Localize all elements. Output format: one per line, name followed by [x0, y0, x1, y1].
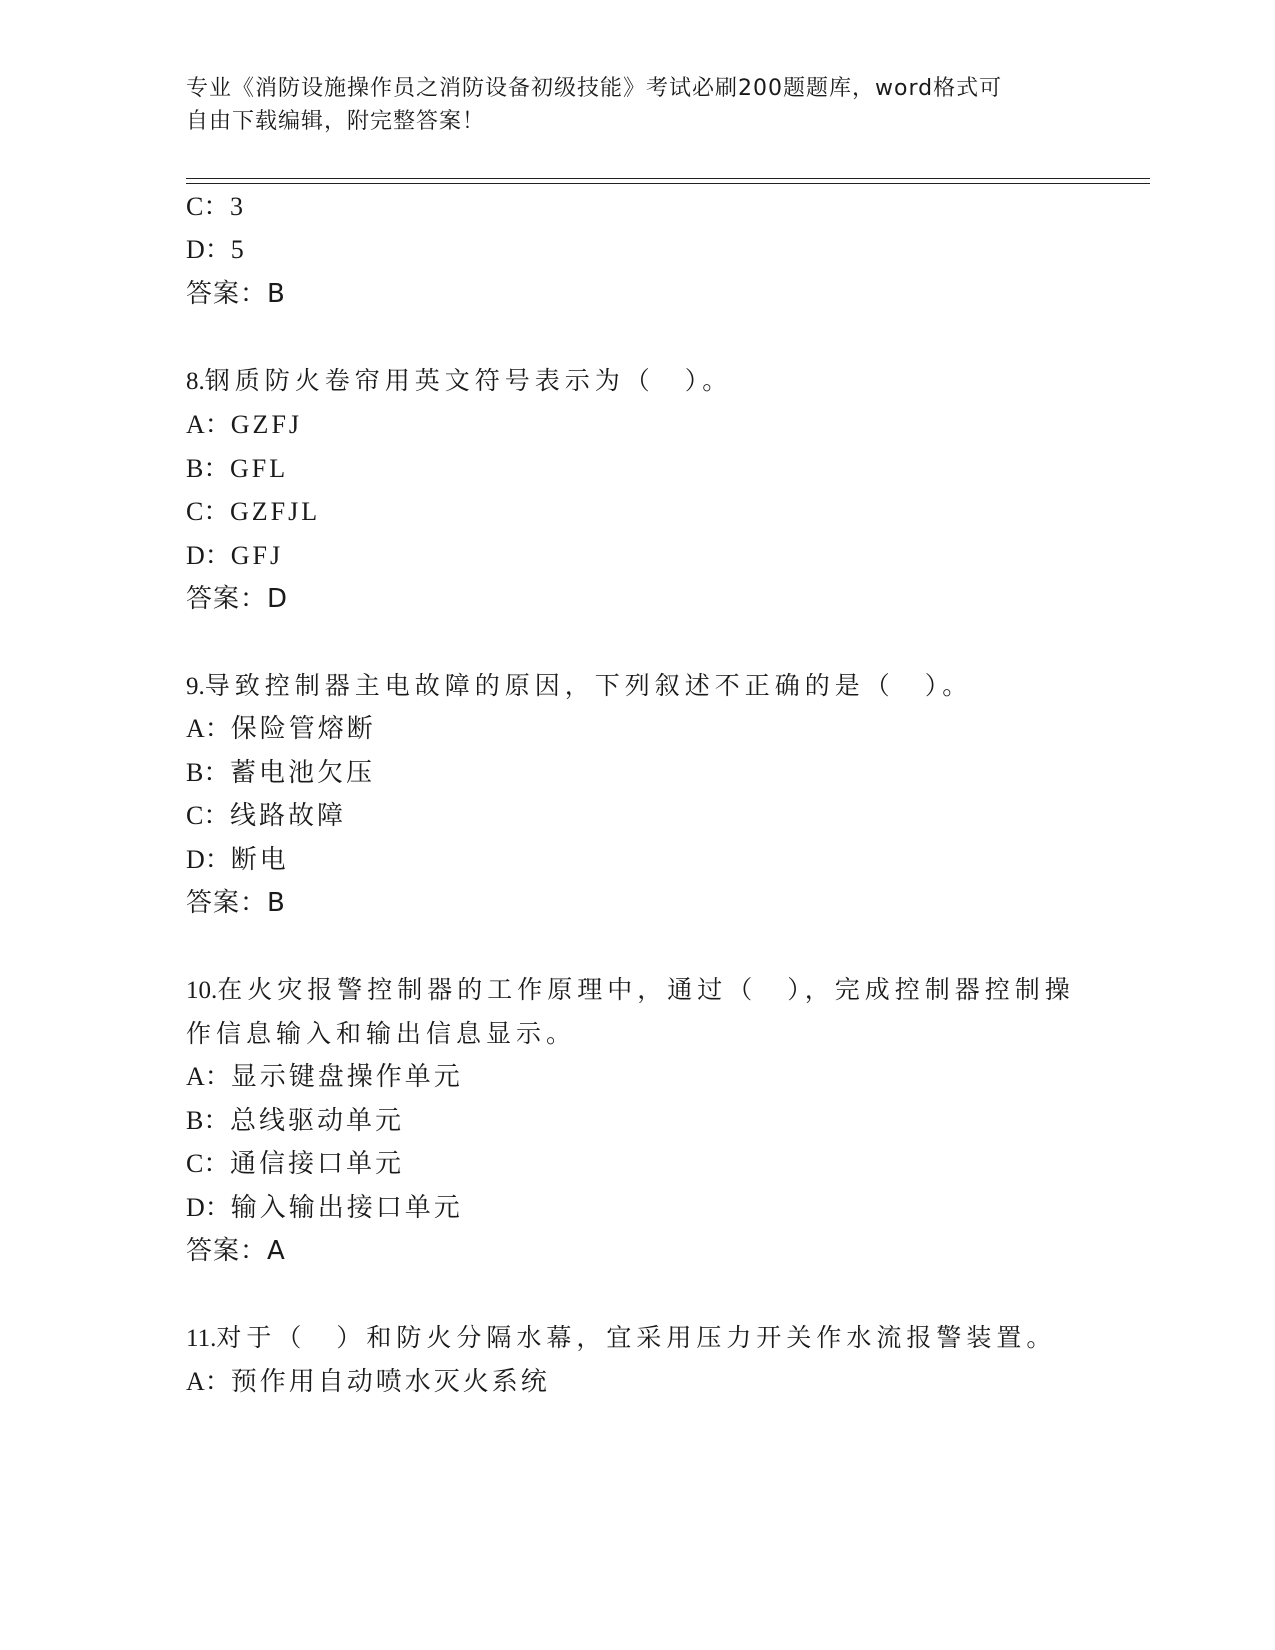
option-c — [186, 190, 246, 224]
option-text: 显示键盘操作单元 — [230, 1062, 463, 1091]
option-b — [186, 452, 288, 486]
option-key: A： — [186, 410, 231, 439]
option-text: GFJ — [230, 541, 284, 570]
option-key: D： — [186, 1193, 231, 1222]
answer-line: 答案：A — [186, 1236, 286, 1266]
option-key: D： — [186, 845, 231, 874]
header-line-1: 专业《消防设施操作员之消防设备初级技能》考试必刷200题题库，word格式可 — [186, 76, 1003, 101]
option-key: B： — [186, 758, 230, 787]
answer-line: 答案：B — [186, 279, 286, 309]
option-key: D： — [186, 235, 231, 264]
option-key: C： — [186, 497, 230, 526]
question-10-stem-continued: 作信息输入和输出信息显示。 — [186, 1019, 577, 1048]
option-a — [186, 712, 376, 746]
header-divider-bottom — [186, 183, 1150, 184]
option-d — [186, 539, 283, 573]
option-a — [186, 408, 302, 442]
question-number: 11. — [186, 1325, 217, 1352]
header-divider-top — [186, 178, 1150, 179]
option-b — [186, 1104, 404, 1138]
option-a — [186, 1365, 550, 1399]
option-key: D： — [186, 541, 231, 570]
option-text: 输入输出接口单元 — [230, 1193, 463, 1222]
question-10-stem — [186, 973, 1075, 1008]
option-c — [186, 1147, 404, 1181]
option-c — [186, 495, 320, 529]
option-text: 通信接口单元 — [230, 1149, 405, 1178]
question-text: 对于（ ）和防火分隔水幕，宜采用压力开关作水流报警装置。 — [216, 1323, 1057, 1352]
option-text: 保险管熔断 — [230, 714, 376, 743]
option-d — [186, 1191, 463, 1225]
option-text: 5 — [230, 235, 247, 264]
question-9-stem — [186, 669, 972, 704]
option-a — [186, 1060, 463, 1094]
question-number: 10. — [186, 977, 218, 1004]
question-text: 导致控制器主电故障的原因，下列叙述不正确的是（ ）。 — [204, 671, 973, 700]
document-header — [186, 72, 1066, 138]
option-text: 3 — [230, 192, 246, 221]
question-text: 钢质防火卷帘用英文符号表示为（ ）。 — [204, 366, 733, 395]
option-c — [186, 799, 346, 833]
option-text: 线路故障 — [230, 801, 347, 830]
question-11-stem — [186, 1321, 1056, 1356]
option-d — [186, 233, 247, 267]
option-text: 蓄电池欠压 — [230, 758, 376, 787]
option-key: A： — [186, 1062, 231, 1091]
option-text: 总线驱动单元 — [230, 1106, 405, 1135]
question-number: 9. — [186, 673, 205, 700]
option-text: GFL — [230, 454, 289, 483]
option-text: 断电 — [230, 845, 289, 874]
option-b — [186, 756, 375, 790]
question-text: 在火灾报警控制器的工作原理中，通过（ ），完成控制器控制操 — [217, 975, 1075, 1004]
option-text: GZFJL — [230, 497, 321, 526]
option-key: C： — [186, 192, 230, 221]
option-key: B： — [186, 454, 230, 483]
answer-line: 答案：D — [186, 584, 289, 614]
option-text: 预作用自动喷水灭火系统 — [230, 1367, 550, 1396]
option-text: GZFJ — [230, 410, 303, 439]
option-key: B： — [186, 1106, 230, 1135]
option-key: C： — [186, 801, 230, 830]
question-number: 8. — [186, 368, 205, 395]
option-key: C： — [186, 1149, 230, 1178]
question-8-stem — [186, 364, 732, 399]
header-line-2: 自由下载编辑，附完整答案！ — [186, 109, 486, 134]
option-d — [186, 843, 289, 877]
answer-line: 答案：B — [186, 888, 286, 918]
option-key: A： — [186, 714, 231, 743]
option-key: A： — [186, 1367, 231, 1396]
